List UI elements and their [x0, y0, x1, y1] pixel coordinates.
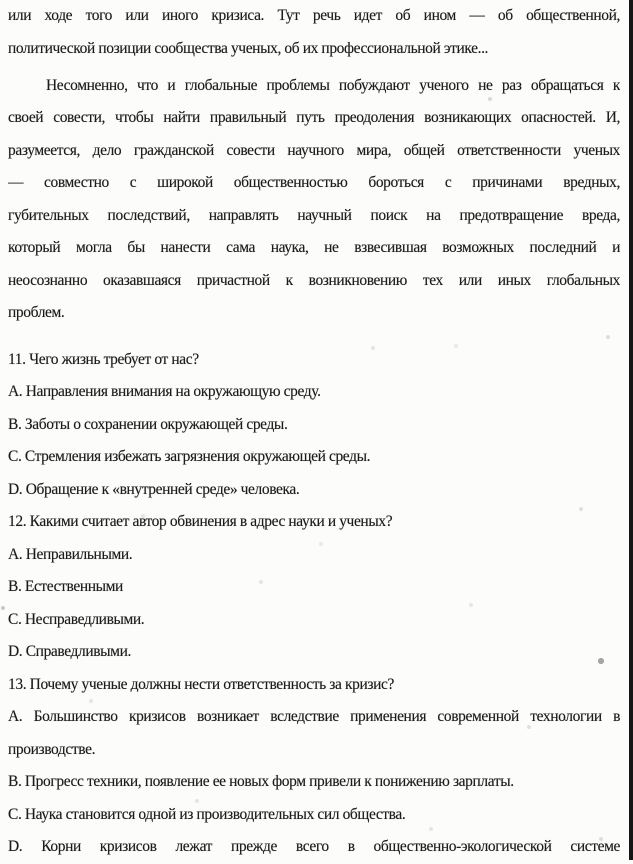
- question-title: 12. Какими считает автор обвинения в адрес науки и ученых?: [8, 513, 393, 530]
- option-b: B. Прогресс техники, появление ее новых форм привели к понижению зарплаты.: [8, 773, 514, 790]
- passage-line: губительных последствий, направлять научный поиск на предотвращение вреда,: [8, 206, 620, 224]
- passage-line: проблем.: [8, 304, 65, 321]
- question-title: 13. Почему ученые должны нести ответственность за кризис?: [8, 675, 394, 693]
- page-content: [8, 0, 620, 864]
- passage-line: или ходе того или иного кризиса. Тут речь идет об ином — об общественной,: [8, 7, 620, 24]
- scan-noise-specks: [0, 0, 2, 2]
- passage-line: который могла бы нанести сама наука, не взвесившая возможных последний и: [8, 239, 620, 256]
- passage-line: Несомненно, что и глобальные проблемы побуждают ученого не раз обращаться к: [46, 76, 620, 94]
- option-c: C. Несправедливыми.: [8, 610, 145, 628]
- question-title: 11. Чего жизнь требует от нас?: [8, 350, 199, 368]
- option-d: D. Справедливыми.: [8, 643, 131, 660]
- option-a: A. Большинство кризисов возникает вследствие применения современной технологии в: [8, 708, 620, 725]
- scan-right-edge: [629, 0, 633, 860]
- passage-line: — совместно с широкой общественностью бороться с причинами вредных,: [8, 174, 620, 191]
- option-a: A. Направления внимания на окружающую среду.: [8, 383, 321, 400]
- questions-section: [8, 344, 620, 864]
- passage-line: разумеется, дело гражданской совести научного мира, общей ответственности ученых: [8, 141, 620, 159]
- option-d: D. Обращение к «внутренней среде» человека.: [8, 480, 300, 498]
- reading-passage: [8, 0, 620, 330]
- question-12: [8, 506, 620, 669]
- question-11: [8, 344, 620, 507]
- option-a: A. Неправильными.: [8, 545, 133, 563]
- passage-line: политической позиции сообщества ученых, об их профессиональной этике...: [8, 39, 489, 57]
- option-c: C. Стремления избежать загрязнения окружающей среды.: [8, 448, 371, 465]
- passage-line: неосознанно оказавшаяся причастной к возникновению тех или иных глобальных: [8, 271, 620, 289]
- question-13: [8, 669, 620, 864]
- option-b: B. Заботы о сохранении окружающей среды.: [8, 415, 288, 433]
- option-a-continued: производстве.: [8, 740, 96, 758]
- option-c: C. Наука становится одной из производительных сил общества.: [8, 805, 406, 823]
- passage-line: своей совести, чтобы найти правильный путь преодоления возникающих опасностей. И,: [8, 109, 620, 126]
- option-d: D. Корни кризисов лежат прежде всего в общественно-экологической системе: [8, 838, 620, 855]
- option-b: B. Естественными: [8, 578, 123, 595]
